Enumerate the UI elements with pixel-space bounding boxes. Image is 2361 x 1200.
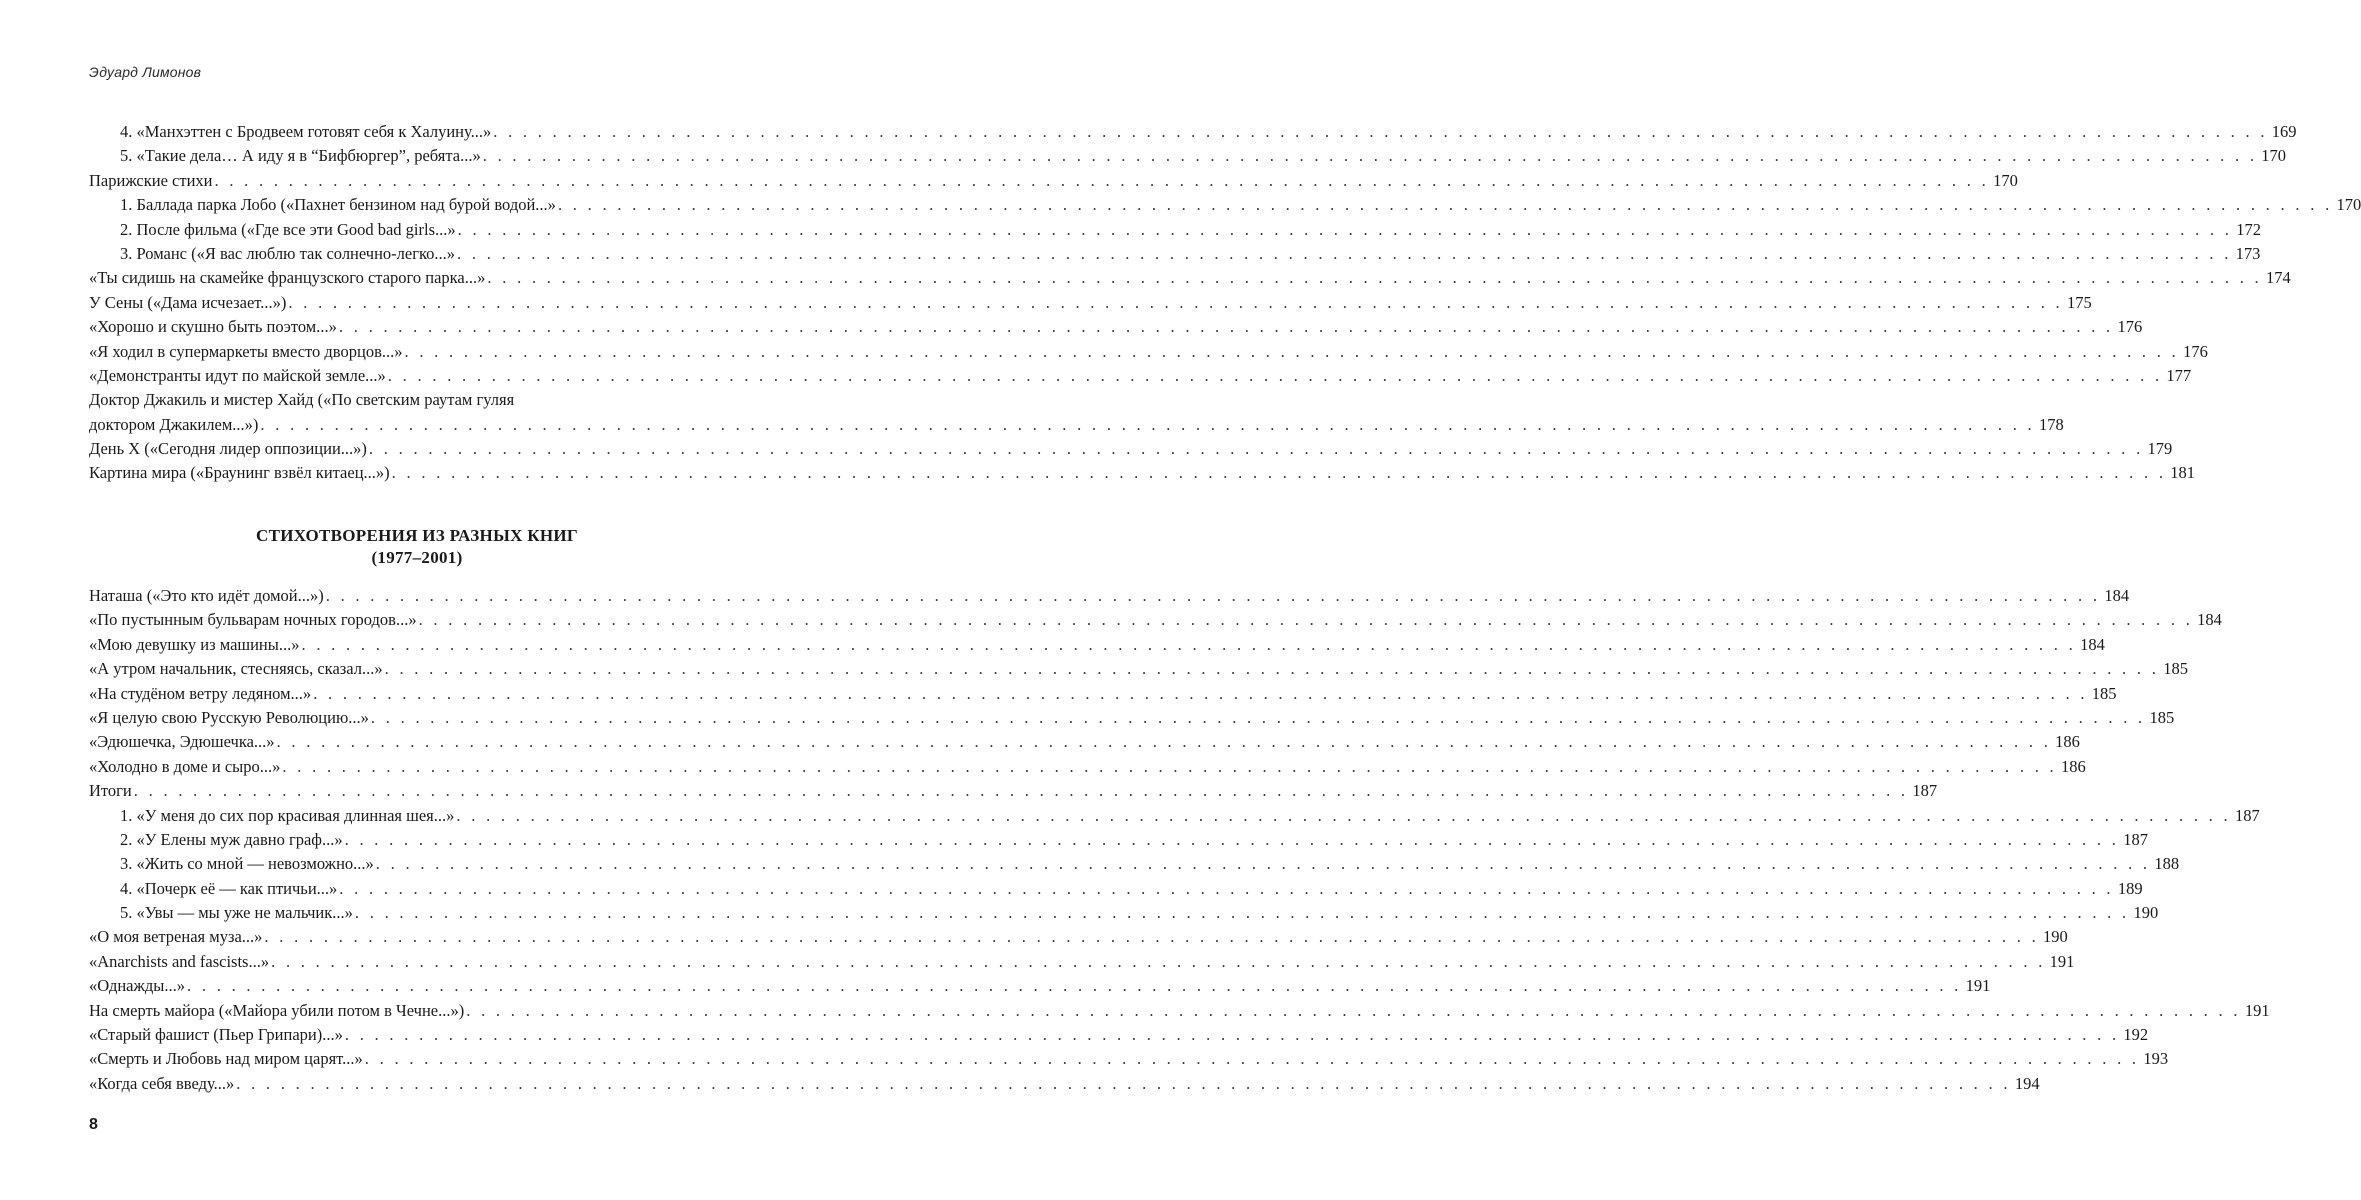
toc-entry xyxy=(89,901,2159,925)
toc-entry-title: «Anarchists and fascists...» xyxy=(89,951,270,971)
toc-entry xyxy=(89,608,2222,632)
toc-entry-page: 185 xyxy=(2149,707,2175,727)
section-years: (1977–2001) xyxy=(371,548,463,567)
dot-leader: . . . . . . . . . . . . . . . . . . . . . . . . . . . . . . . . . . . . . . . . . . . . . . . . . . . . . . . . . . . . . . . . . . . . . . . . . . . . . . . . . . . . . . . . . . . . . . . . . . . . . . . . . . . . . . . . . . . . . . . . xyxy=(214,170,1990,190)
dot-leader: . . . . . . . . . . . . . . . . . . . . . . . . . . . . . . . . . . . . . . . . . . . . . . . . . . . . . . . . . . . . . . . . . . . . . . . . . . . . . . . . . . . . . . . . . . . . . . . . . . . . . . . . . . . . . . . . . . . . . . . . xyxy=(457,243,2232,263)
dot-leader: . . . . . . . . . . . . . . . . . . . . . . . . . . . . . . . . . . . . . . . . . . . . . . . . . . . . . . . . . . . . . . . . . . . . . . . . . . . . . . . . . . . . . . . . . . . . . . . . . . . . . . . . . . . . . . . . . . . . . . . . xyxy=(325,585,2101,605)
dot-leader: . . . . . . . . . . . . . . . . . . . . . . . . . . . . . . . . . . . . . . . . . . . . . . . . . . . . . . . . . . . . . . . . . . . . . . . . . . . . . . . . . . . . . . . . . . . . . . . . . . . . . . . . . . . . . . . . . . . . . . . . xyxy=(264,927,2039,947)
toc-entry xyxy=(89,779,1938,803)
toc-entry xyxy=(89,242,2261,266)
dot-leader: . . . . . . . . . . . . . . . . . . . . . . . . . . . . . . . . . . . . . . . . . . . . . . . . . . . . . . . . . . . . . . . . . . . . . . . . . . . . . . . . . . . . . . . . . . . . . . . . . . . . . . . . . . . . . . . . . . . . . . . . xyxy=(375,854,2151,874)
dot-leader: . . . . . . . . . . . . . . . . . . . . . . . . . . . . . . . . . . . . . . . . . . . . . . . . . . . . . . . . . . . . . . . . . . . . . . . . . . . . . . . . . . . . . . . . . . . . . . . . . . . . . . . . . . . . . . . . . . . . . . . . xyxy=(313,683,2088,703)
toc-entry-title-line1: Доктор Джакиль и мистер Хайд («По светским раутам гуляя xyxy=(89,390,515,410)
dot-leader: . . . . . . . . . . . . . . . . . . . . . . . . . . . . . . . . . . . . . . . . . . . . . . . . . . . . . . . . . . . . . . . . . . . . . . . . . . . . . . . . . . . . . . . . . . . . . . . . . . . . . . . . . . . . . . . . . . . . . . . . xyxy=(557,195,2333,215)
toc-entry-page: 193 xyxy=(2143,1049,2169,1069)
dot-leader: . . . . . . . . . . . . . . . . . . . . . . . . . . . . . . . . . . . . . . . . . . . . . . . . . . . . . . . . . . . . . . . . . . . . . . . . . . . . . . . . . . . . . . . . . . . . . . . . . . . . . . . . . . . . . . . . . . . . . . . . xyxy=(391,463,2167,483)
toc-entry-title: 4. «Манхэттен с Бродвеем готовят себя к Халуину...» xyxy=(120,121,492,141)
toc-entry-page: 187 xyxy=(1912,781,1938,801)
toc-entry xyxy=(89,120,2297,144)
toc-entry-page: 186 xyxy=(2055,732,2080,752)
toc-entry-page: 188 xyxy=(2154,854,2180,874)
toc-entry xyxy=(89,682,2117,706)
toc-entry-title: 3. «Жить со мной — невозможно...» xyxy=(120,854,374,874)
dot-leader: . . . . . . . . . . . . . . . . . . . . . . . . . . . . . . . . . . . . . . . . . . . . . . . . . . . . . . . . . . . . . . . . . . . . . . . . . . . . . . . . . . . . . . . . . . . . . . . . . . . . . . . . . . . . . . . . . . . . . . . . xyxy=(236,1073,2011,1093)
dot-leader: . . . . . . . . . . . . . . . . . . . . . . . . . . . . . . . . . . . . . . . . . . . . . . . . . . . . . . . . . . . . . . . . . . . . . . . . . . . . . . . . . . . . . . . . . . . . . . . . . . . . . . . . . . . . . . . . . . . . . . . . xyxy=(456,805,2231,825)
dot-leader: . . . . . . . . . . . . . . . . . . . . . . . . . . . . . . . . . . . . . . . . . . . . . . . . . . . . . . . . . . . . . . . . . . . . . . . . . . . . . . . . . . . . . . . . . . . . . . . . . . . . . . . . . . . . . . . . . . . . . . . . xyxy=(282,756,2057,776)
toc-entry-title: «Эдюшечка, Эдюшечка...» xyxy=(89,732,275,752)
toc-entry-page: 173 xyxy=(2235,243,2261,263)
toc-entry-page: 170 xyxy=(2261,146,2287,166)
toc-entry xyxy=(89,315,2143,339)
toc-entry-title: 2. «У Елены муж давно граф...» xyxy=(120,829,343,849)
toc-entry-title: «Хорошо и скушно быть поэтом...» xyxy=(89,317,337,337)
toc-entry-page: 191 xyxy=(2244,1000,2270,1020)
toc-entry-title: «Смерть и Любовь над миром царят...» xyxy=(89,1049,363,1069)
toc-entry xyxy=(89,1047,2169,1071)
toc-entry-page: 181 xyxy=(2170,463,2195,483)
toc-entry-page: 194 xyxy=(2014,1073,2040,1093)
dot-leader: . . . . . . . . . . . . . . . . . . . . . . . . . . . . . . . . . . . . . . . . . . . . . . . . . . . . . . . . . . . . . . . . . . . . . . . . . . . . . . . . . . . . . . . . . . . . . . . . . . . . . . . . . . . . . . . . . . . . . . . . xyxy=(387,365,2163,385)
toc-entry-title: «Ты сидишь на скамейке французского старого парка...» xyxy=(89,268,486,288)
toc-entry-title: «По пустынным бульварам ночных городов...» xyxy=(89,610,417,630)
page-number: 8 xyxy=(89,1116,98,1133)
toc-entry-page: 176 xyxy=(2183,341,2208,361)
toc-entry-multiline xyxy=(89,388,2064,437)
toc-entry-title: Итоги xyxy=(89,781,132,801)
toc-entry-title: Картина мира («Браунинг взвёл китаец...») xyxy=(89,463,390,483)
dot-leader: . . . . . . . . . . . . . . . . . . . . . . . . . . . . . . . . . . . . . . . . . . . . . . . . . . . . . . . . . . . . . . . . . . . . . . . . . . . . . . . . . . . . . . . . . . . . . . . . . . . . . . . . . . . . . . . . . . . . . . . . xyxy=(339,878,2114,898)
toc-entry-page: 190 xyxy=(2133,903,2159,923)
toc-entry xyxy=(89,706,2175,730)
dot-leader: . . . . . . . . . . . . . . . . . . . . . . . . . . . . . . . . . . . . . . . . . . . . . . . . . . . . . . . . . . . . . . . . . . . . . . . . . . . . . . . . . . . . . . . . . . . . . . . . . . . . . . . . . . . . . . . . . . . . . . . . xyxy=(364,1049,2140,1069)
toc-entry-page: 191 xyxy=(1965,976,1991,996)
running-head: Эдуард Лимонов xyxy=(89,64,202,80)
toc-entry xyxy=(89,461,2195,485)
toc-entry-page: 177 xyxy=(2166,365,2192,385)
toc-entry-title: 4. «Почерк её — как птичьи...» xyxy=(120,878,338,898)
toc-entry-title: 1. «У меня до сих пор красивая длинная шея...» xyxy=(120,805,455,825)
toc-entry xyxy=(89,877,2143,901)
toc-entry xyxy=(89,340,2208,364)
toc-entry-title: «Когда себя введу...» xyxy=(89,1073,235,1093)
toc-entry-page: 170 xyxy=(2336,195,2361,215)
toc-entry xyxy=(89,828,2148,852)
dot-leader: . . . . . . . . . . . . . . . . . . . . . . . . . . . . . . . . . . . . . . . . . . . . . . . . . . . . . . . . . . . . . . . . . . . . . . . . . . . . . . . . . . . . . . . . . . . . . . . . . . . . . . . . . . . . . . . . . . . . . . . . xyxy=(288,292,2063,312)
toc-entry xyxy=(89,291,2092,315)
dot-leader: . . . . . . . . . . . . . . . . . . . . . . . . . . . . . . . . . . . . . . . . . . . . . . . . . . . . . . . . . . . . . . . . . . . . . . . . . . . . . . . . . . . . . . . . . . . . . . . . . . . . . . . . . . . . . . . . . . . . . . . . xyxy=(466,1000,2241,1020)
toc-entry-page: 172 xyxy=(2236,219,2261,239)
toc-entry-title: «Мою девушку из машины...» xyxy=(89,634,300,654)
toc-entry-page: 189 xyxy=(2117,878,2143,898)
toc-entry xyxy=(89,950,2075,974)
toc-entry-title: «Я ходил в супермаркеты вместо дворцов...» xyxy=(89,341,403,361)
toc-entry xyxy=(89,584,2130,608)
toc-entry xyxy=(89,730,2080,754)
toc-entry xyxy=(89,804,2260,828)
toc-entry-title: На смерть майора («Майора убили потом в Чечне...») xyxy=(89,1000,465,1020)
toc-entry xyxy=(89,193,2361,217)
toc-entry-title: «Холодно в доме и сыро...» xyxy=(89,756,281,776)
section-heading xyxy=(89,525,745,569)
toc-entry xyxy=(89,852,2180,876)
dot-leader: . . . . . . . . . . . . . . . . . . . . . . . . . . . . . . . . . . . . . . . . . . . . . . . . . . . . . . . . . . . . . . . . . . . . . . . . . . . . . . . . . . . . . . . . . . . . . . . . . . . . . . . . . . . . . . . . . . . . . . . . xyxy=(354,903,2130,923)
dot-leader: . . . . . . . . . . . . . . . . . . . . . . . . . . . . . . . . . . . . . . . . . . . . . . . . . . . . . . . . . . . . . . . . . . . . . . . . . . . . . . . . . . . . . . . . . . . . . . . . . . . . . . . . . . . . . . . . . . . . . . . . xyxy=(493,121,2268,141)
toc-entry-title: Парижские стихи xyxy=(89,170,213,190)
dot-leader: . . . . . . . . . . . . . . . . . . . . . . . . . . . . . . . . . . . . . . . . . . . . . . . . . . . . . . . . . . . . . . . . . . . . . . . . . . . . . . . . . . . . . . . . . . . . . . . . . . . . . . . . . . . . . . . . . . . . . . . . xyxy=(404,341,2180,361)
toc-entry-title: День X («Сегодня лидер оппозиции...») xyxy=(89,439,367,459)
toc-entry-title: «Я целую свою Русскую Революцию...» xyxy=(89,707,369,727)
toc-entry xyxy=(89,169,2018,193)
dot-leader: . . . . . . . . . . . . . . . . . . . . . . . . . . . . . . . . . . . . . . . . . . . . . . . . . . . . . . . . . . . . . . . . . . . . . . . . . . . . . . . . . . . . . . . . . . . . . . . . . . . . . . . . . . . . . . . . . . . . . . . . xyxy=(370,707,2146,727)
toc-entry-page: 169 xyxy=(2271,121,2297,141)
toc-entry xyxy=(89,144,2287,168)
dot-leader: . . . . . . . . . . . . . . . . . . . . . . . . . . . . . . . . . . . . . . . . . . . . . . . . . . . . . . . . . . . . . . . . . . . . . . . . . . . . . . . . . . . . . . . . . . . . . . . . . . . . . . . . . . . . . . . . . . . . . . . . xyxy=(260,414,2035,434)
dot-leader: . . . . . . . . . . . . . . . . . . . . . . . . . . . . . . . . . . . . . . . . . . . . . . . . . . . . . . . . . . . . . . . . . . . . . . . . . . . . . . . . . . . . . . . . . . . . . . . . . . . . . . . . . . . . . . . . . . . . . . . . xyxy=(344,829,2120,849)
toc-entry xyxy=(89,755,2086,779)
toc-entry-title: У Сены («Дама исчезает...») xyxy=(89,292,287,312)
toc-entry-title: 5. «Такие дела… А иду я в “Бифбюргер”, ребята...» xyxy=(120,146,481,166)
toc-entry xyxy=(89,633,2105,657)
toc-entry xyxy=(89,218,2261,242)
toc-entry-title: 1. Баллада парка Лобо («Пахнет бензином над бурой водой...» xyxy=(120,195,556,215)
toc-entry-title: «Старый фашист (Пьер Грипари)...» xyxy=(89,1025,343,1045)
toc-entry-title: доктором Джакилем...») xyxy=(89,414,259,434)
toc-entry-title: Наташа («Это кто идёт домой...») xyxy=(89,585,324,605)
dot-leader: . . . . . . . . . . . . . . . . . . . . . . . . . . . . . . . . . . . . . . . . . . . . . . . . . . . . . . . . . . . . . . . . . . . . . . . . . . . . . . . . . . . . . . . . . . . . . . . . . . . . . . . . . . . . . . . . . . . . . . . . xyxy=(187,976,1962,996)
toc-entry xyxy=(89,413,2064,437)
toc-entry xyxy=(89,1023,2149,1047)
toc-list-bottom xyxy=(89,584,2270,1096)
toc-entry-page: 192 xyxy=(2123,1025,2149,1045)
toc-entry xyxy=(89,657,2188,681)
toc-entry-title: 3. Романс («Я вас люблю так солнечно-легко...» xyxy=(120,243,456,263)
toc-entry-title: «Однажды...» xyxy=(89,976,186,996)
toc-entry-title: 5. «Увы — мы уже не мальчик...» xyxy=(120,903,353,923)
section-title: СТИХОТВОРЕНИЯ ИЗ РАЗНЫХ КНИГ xyxy=(256,526,578,545)
toc-entry xyxy=(89,437,2173,461)
toc-entry-page: 191 xyxy=(2049,951,2075,971)
toc-entry-title: «На студёном ветру ледяном...» xyxy=(89,683,312,703)
toc-entry-title: «А утром начальник, стесняясь, сказал...» xyxy=(89,659,383,679)
toc-entry xyxy=(89,266,2291,290)
toc-entry-page: 178 xyxy=(2038,414,2064,434)
toc-entry-title: 2. После фильма («Где все эти Good bad girls...» xyxy=(120,219,456,239)
toc-entry-page: 170 xyxy=(1993,170,2018,190)
toc-entry xyxy=(89,999,2270,1023)
toc-entry-page: 185 xyxy=(2163,659,2188,679)
toc-entry-title: «О моя ветреная муза...» xyxy=(89,927,263,947)
dot-leader: . . . . . . . . . . . . . . . . . . . . . . . . . . . . . . . . . . . . . . . . . . . . . . . . . . . . . . . . . . . . . . . . . . . . . . . . . . . . . . . . . . . . . . . . . . . . . . . . . . . . . . . . . . . . . . . . . . . . . . . . xyxy=(301,634,2077,654)
toc-entry-page: 184 xyxy=(2080,634,2105,654)
toc-entry-page: 175 xyxy=(2066,292,2092,312)
toc-entry-page: 187 xyxy=(2123,829,2148,849)
dot-leader: . . . . . . . . . . . . . . . . . . . . . . . . . . . . . . . . . . . . . . . . . . . . . . . . . . . . . . . . . . . . . . . . . . . . . . . . . . . . . . . . . . . . . . . . . . . . . . . . . . . . . . . . . . . . . . . . . . . . . . . . xyxy=(482,146,2258,166)
dot-leader: . . . . . . . . . . . . . . . . . . . . . . . . . . . . . . . . . . . . . . . . . . . . . . . . . . . . . . . . . . . . . . . . . . . . . . . . . . . . . . . . . . . . . . . . . . . . . . . . . . . . . . . . . . . . . . . . . . . . . . . . xyxy=(368,439,2144,459)
toc-entry xyxy=(89,364,2192,388)
toc-list-top xyxy=(89,120,2361,486)
toc-entry-page: 176 xyxy=(2117,317,2143,337)
toc-entry-title: «Демонстранты идут по майской земле...» xyxy=(89,365,386,385)
toc-entry-page: 174 xyxy=(2265,268,2291,288)
dot-leader: . . . . . . . . . . . . . . . . . . . . . . . . . . . . . . . . . . . . . . . . . . . . . . . . . . . . . . . . . . . . . . . . . . . . . . . . . . . . . . . . . . . . . . . . . . . . . . . . . . . . . . . . . . . . . . . . . . . . . . . . xyxy=(133,781,1909,801)
dot-leader: . . . . . . . . . . . . . . . . . . . . . . . . . . . . . . . . . . . . . . . . . . . . . . . . . . . . . . . . . . . . . . . . . . . . . . . . . . . . . . . . . . . . . . . . . . . . . . . . . . . . . . . . . . . . . . . . . . . . . . . . xyxy=(344,1025,2120,1045)
toc-entry-page: 187 xyxy=(2234,805,2260,825)
toc-entry-page: 190 xyxy=(2043,927,2068,947)
toc-entry xyxy=(89,974,1991,998)
toc-entry-page: 184 xyxy=(2197,610,2222,630)
dot-leader: . . . . . . . . . . . . . . . . . . . . . . . . . . . . . . . . . . . . . . . . . . . . . . . . . . . . . . . . . . . . . . . . . . . . . . . . . . . . . . . . . . . . . . . . . . . . . . . . . . . . . . . . . . . . . . . . . . . . . . . . xyxy=(418,610,2194,630)
toc-entry-page: 186 xyxy=(2060,756,2086,776)
dot-leader: . . . . . . . . . . . . . . . . . . . . . . . . . . . . . . . . . . . . . . . . . . . . . . . . . . . . . . . . . . . . . . . . . . . . . . . . . . . . . . . . . . . . . . . . . . . . . . . . . . . . . . . . . . . . . . . . . . . . . . . . xyxy=(457,219,2233,239)
toc-entry xyxy=(89,1072,2040,1096)
dot-leader: . . . . . . . . . . . . . . . . . . . . . . . . . . . . . . . . . . . . . . . . . . . . . . . . . . . . . . . . . . . . . . . . . . . . . . . . . . . . . . . . . . . . . . . . . . . . . . . . . . . . . . . . . . . . . . . . . . . . . . . . xyxy=(271,951,2046,971)
dot-leader: . . . . . . . . . . . . . . . . . . . . . . . . . . . . . . . . . . . . . . . . . . . . . . . . . . . . . . . . . . . . . . . . . . . . . . . . . . . . . . . . . . . . . . . . . . . . . . . . . . . . . . . . . . . . . . . . . . . . . . . . xyxy=(384,659,2160,679)
toc-entry-page: 185 xyxy=(2091,683,2117,703)
toc-entry-page: 184 xyxy=(2104,585,2130,605)
dot-leader: . . . . . . . . . . . . . . . . . . . . . . . . . . . . . . . . . . . . . . . . . . . . . . . . . . . . . . . . . . . . . . . . . . . . . . . . . . . . . . . . . . . . . . . . . . . . . . . . . . . . . . . . . . . . . . . . . . . . . . . . xyxy=(276,732,2052,752)
toc-entry xyxy=(89,925,2068,949)
dot-leader: . . . . . . . . . . . . . . . . . . . . . . . . . . . . . . . . . . . . . . . . . . . . . . . . . . . . . . . . . . . . . . . . . . . . . . . . . . . . . . . . . . . . . . . . . . . . . . . . . . . . . . . . . . . . . . . . . . . . . . . . xyxy=(338,317,2114,337)
toc-entry-page: 179 xyxy=(2147,439,2173,459)
dot-leader: . . . . . . . . . . . . . . . . . . . . . . . . . . . . . . . . . . . . . . . . . . . . . . . . . . . . . . . . . . . . . . . . . . . . . . . . . . . . . . . . . . . . . . . . . . . . . . . . . . . . . . . . . . . . . . . . . . . . . . . . xyxy=(487,268,2262,288)
